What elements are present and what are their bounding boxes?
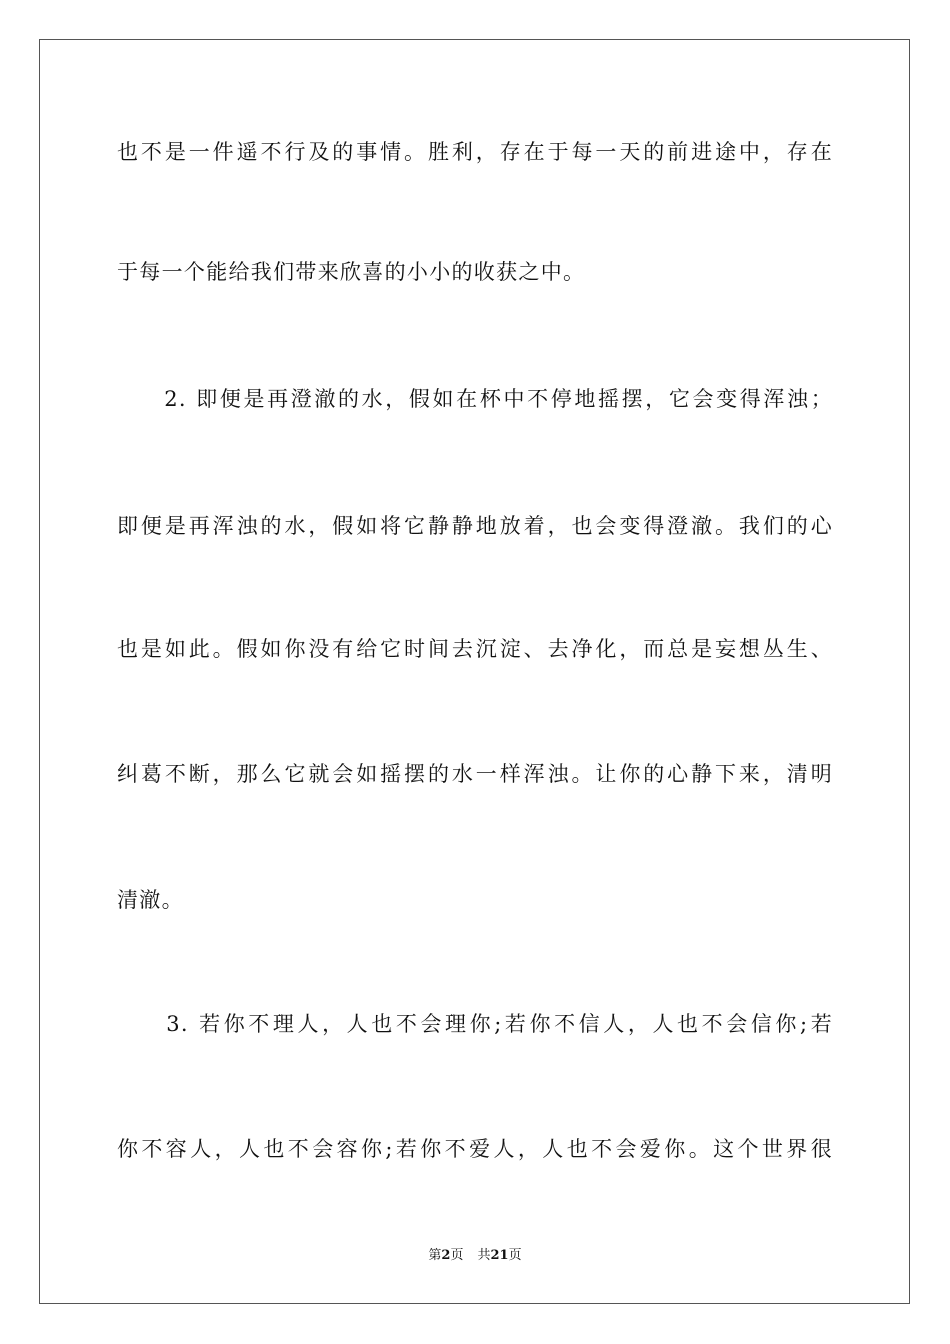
text-line-1: 也不是一件遥不行及的事情。胜利，存在于每一天的前进途中，存在 — [117, 140, 833, 164]
page-footer — [0, 1247, 950, 1265]
text-line-4: 即便是再浑浊的水，假如将它静静地放着，也会变得澄澈。我们的心 — [117, 514, 833, 538]
page-prefix: 第 — [428, 1248, 442, 1263]
text-line-3: 2. 即便是再澄澈的水，假如在杯中不停地摇摆，它会变得浑浊； — [117, 387, 833, 411]
page-number: 2 — [441, 1248, 451, 1263]
text-line-6: 纠葛不断，那么它就会如摇摆的水一样浑浊。让你的心静下来，清明 — [117, 762, 833, 786]
text-line-2: 于每一个能给我们带来欣喜的小小的收获之中。 — [117, 260, 586, 284]
text-line-7: 清澈。 — [117, 888, 184, 912]
total-suffix: 页 — [508, 1248, 522, 1263]
total-prefix: 共 — [477, 1248, 491, 1263]
text-line-8: 3. 若你不理人，人也不会理你;若你不信人，人也不会信你;若 — [117, 1012, 833, 1036]
page-suffix: 页 — [450, 1248, 464, 1263]
text-line-5: 也是如此。假如你没有给它时间去沉淀、去净化，而总是妄想丛生、 — [117, 637, 833, 661]
page-border — [39, 39, 910, 1304]
total-pages: 21 — [490, 1248, 509, 1263]
text-line-9: 你不容人，人也不会容你;若你不爱人，人也不会爱你。这个世界很 — [117, 1137, 833, 1161]
